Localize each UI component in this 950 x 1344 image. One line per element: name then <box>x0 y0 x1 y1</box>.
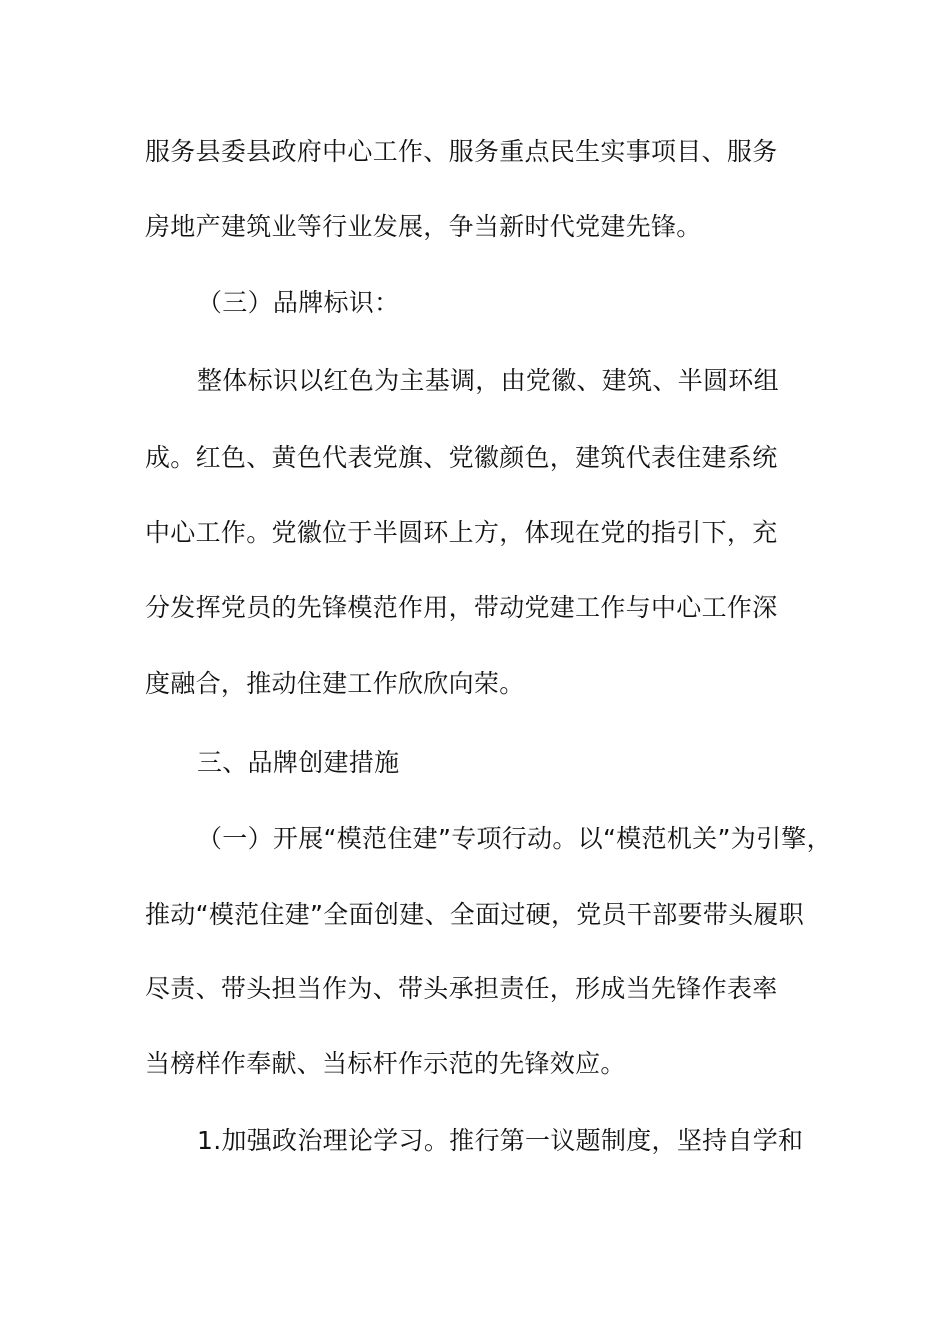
text-line: 服务县委县政府中心工作、服务重点民生实事项目、服务 <box>145 137 778 166</box>
text-line: 1.加强政治理论学习。推行第一议题制度，坚持自学和 <box>197 1126 804 1155</box>
text-line: 整体标识以红色为主基调，由党徽、建筑、半圆环组 <box>197 366 779 395</box>
text-line: 中心工作。党徽位于半圆环上方，体现在党的指引下，充 <box>145 518 778 547</box>
text-line: （一）开展“模范住建”专项行动。以“模范机关”为引擎， <box>197 824 832 853</box>
text-line: 推动“模范住建”全面创建、全面过硬，党员干部要带头履职 <box>145 900 805 929</box>
text-line: 房地产建筑业等行业发展，争当新时代党建先锋。 <box>145 212 702 241</box>
text-line: 分发挥党员的先锋模范作用，带动党建工作与中心工作深 <box>145 593 778 622</box>
text-line: 尽责、带头担当作为、带头承担责任，形成当先锋作表率 <box>145 974 778 1003</box>
text-line: 当榜样作奉献、当标杆作示范的先锋效应。 <box>145 1049 626 1078</box>
text-line: 度融合，推动住建工作欣欣向荣。 <box>145 669 525 698</box>
section-heading: 三、品牌创建措施 <box>197 748 400 777</box>
section-heading: （三）品牌标识： <box>197 288 400 317</box>
text-line: 成。红色、黄色代表党旗、党徽颜色，建筑代表住建系统 <box>145 443 778 472</box>
